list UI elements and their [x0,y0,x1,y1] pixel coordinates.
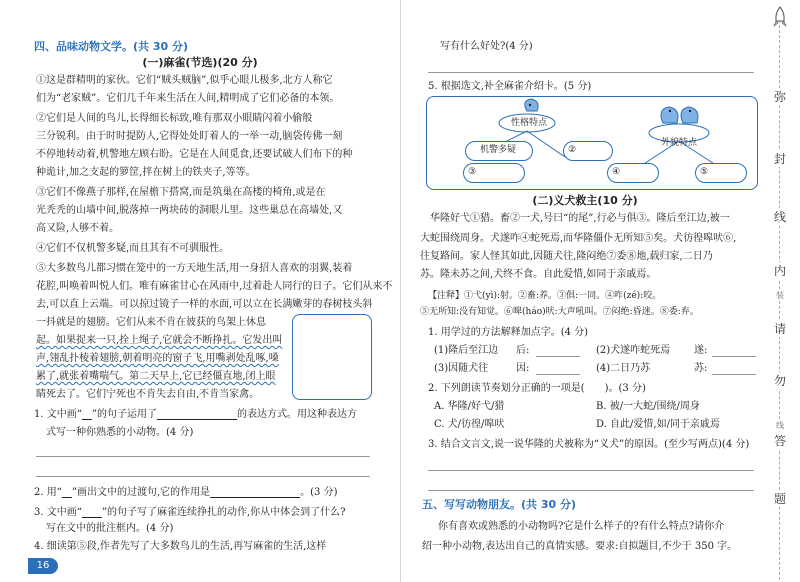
section5-line: 绍一种小动物,表达出自己的真情实感。要求:自拟题目,不少于 350 字。 [422,541,738,552]
answer-blank[interactable] [712,356,756,357]
q4-line: 4. 细读第⑤段,作者先写了大多数鸟儿的生活,再写麻雀的生活,这样 [34,541,327,552]
q1-item: (2)犬遂咋蛇死焉 [596,345,671,356]
q1-item: (1)隆后至江边 [434,345,499,356]
section5-title: 五、写写动物朋友。(共 30 分) [422,498,577,511]
q2-line [34,486,337,499]
answer-pill-3[interactable] [463,163,525,183]
side-char: 题 [770,490,790,507]
r-q1: 1. 用学过的方法解释加点字。(4 分) [428,327,589,338]
para-line: ②它们是人间的鸟儿,长得细长标致,唯有那双小眼睛闪着小偷般 [36,113,313,124]
para-line: ①这是群精明的家伙。它们“贼头贼脑”,似乎心眼儿极多,北方人称它 [36,75,333,86]
side-char: 封 [770,150,790,167]
answer-line[interactable] [428,490,754,491]
para-line: ③它们不像燕子那样,在屋檐下搭窝,而是筑巢在高楼的椅角,或是在 [36,187,326,198]
para-line: 声,翎乱扑棱着翅膀,朝着明亮的窗子飞,用嘴剥处乱啄,嗓 [36,353,279,364]
q1-answer-blank[interactable] [157,409,237,420]
side-char: 请 [770,320,790,337]
para-line: 累了,就张着嘴喘气。第二天早上,它已经僵直地,闭上眼 [36,371,276,382]
trait-text: 机警多疑 [480,145,517,155]
answer-pill-5[interactable] [695,163,747,183]
q1-item-key: 因: [516,363,530,374]
note-line: ⑤无所知:没有知觉。⑥嗥(háo)吠:大声吼叫。⑦闷绝:昏迷。⑧委:弃。 [420,307,699,317]
para-line: 不停地转动着,机警地左顾右盼。它是在人间觅食,还要试破人们布下的种 [36,149,353,160]
q1-item: (3)因随犬往 [434,363,489,374]
side-mark: 装 [770,290,790,301]
para-line: 高又险,人够不着。 [36,223,120,234]
side-char: 勿 [770,372,790,389]
answer-blank[interactable] [536,374,580,375]
option-b[interactable]: B. 被/一大蛇/围绕/周身 [596,401,700,412]
annotation-box[interactable] [292,314,372,400]
side-char: 内 [770,262,790,279]
q1-item: (4)二日乃苏 [596,363,651,374]
q2-prefix: 2. 用“ [34,487,62,498]
marker-3: ③ [468,167,477,177]
para-line: 花腔,叫唤着叫悦人们。唯有麻雀甘心在风雨中,过着赴人同行的日子。它们从来不 [36,281,393,292]
note-line: 【注释】①弋(yì):射。②畜:养。③俱:一同。④咋(zé):咬。 [428,291,662,301]
para-line: ④它们不仅机警多疑,而且其有不可驯服性。 [36,243,230,254]
para-line: 去,可以直上云端。可以掠过镜子一样的水面,可以立在长满嫩芽的春树枝头斜 [36,299,373,310]
appearance-label: 外貌特点 [661,138,698,148]
option-c[interactable]: C. 犬/彷徨/嗥吠 [434,419,505,430]
trait-label: 性格特点 [511,118,548,128]
q5-prompt: 5. 根据选文,补全麻雀介绍卡。(5 分) [428,81,592,92]
section4-title: 四、品味动物文学。(共 30 分) [34,40,189,53]
marker-5: ⑤ [700,167,709,177]
r-q2: 2. 下列朗读节奏划分正确的一项是( )。(3 分) [428,383,646,394]
para-line: 种诡计,加之支起的箩筐,拌在树上的铁夹子,等等。 [36,167,256,178]
para-line: 们为“老家贼”。它们几千年来生活在人间,精明成了它们必备的本领。 [36,93,340,104]
q2-blank[interactable] [62,487,72,498]
trait-pill [465,141,533,161]
side-char: 线 [770,208,790,225]
option-d[interactable]: D. 自此/爱惜,如/同于亲戚焉 [596,419,720,430]
answer-line[interactable] [428,72,754,73]
left-bird-icon [525,99,538,111]
para-line: 睛死去了。它们宁死也不肯失去自由,不肯当家禽。 [36,389,260,400]
q2-answer-blank[interactable] [210,487,300,498]
para-line: 起。如果捉来一只,拴上绳子,它就会不断挣扎。它发出叫 [36,335,283,346]
section5-line: 你有喜欢或熟悉的小动物吗?它是什么样子的?有什么特点?请你介 [438,521,725,532]
q3-mid: ”的句子写了麻雀连续挣扎的动作,你从中体会到了什么? [101,507,346,518]
q3-line2: 写在文中的批注框内。(4 分) [46,523,174,534]
marker-4: ④ [612,167,621,177]
right-page [400,0,800,582]
q1-item-key: 后: [516,345,530,356]
side-mark: 线 [770,420,790,431]
q1-item-key: 遂: [694,345,708,356]
q3-prefix: 3. 文中画“ [34,507,82,518]
answer-blank[interactable] [712,374,756,375]
r-q3: 3. 结合文言文,说一说华隆的犬被称为“义犬”的原因。(至少写两点)(4 分) [428,439,750,450]
passage2-line: 华隆好弋①猎。畜②一犬,号曰“的尾”,行必与俱③。隆后至江边,被一 [430,213,730,224]
q4-continued: 写有什么好处?(4 分) [440,41,533,52]
q2-mid: ”画出文中的过渡句,它的作用是 [71,487,211,498]
marker-2: ② [568,145,577,155]
q1-mid: ”的句子运用了 [91,409,157,420]
answer-pill-4[interactable] [607,163,659,183]
passage2-line: 苏。隆未苏之间,犬终不食。自此爱惜,如同于亲戚焉。 [420,269,657,280]
q1-line2: 式写一种你熟悉的小动物。(4 分) [46,427,194,438]
side-char: 弥 [770,88,790,105]
para-line: 一抖就是的翅膀。它们从来不肯在彼获的鸟架上休息 [36,317,266,328]
rocket-icon [772,6,788,28]
sparrow-card [426,96,758,190]
q1-suffix: 的表达方式。用这种表达方 [236,409,357,420]
para-line: 三分锐利。由于时时提防人,它得处处盯着人的一举一动,脑袋传佛一刻 [36,131,343,142]
answer-blank[interactable] [536,356,580,357]
option-a[interactable]: A. 华隆/好弋/猎 [434,401,505,412]
passage2-line: 往复路间。家人怪其如此,因随犬往,隆闷绝⑦委⑧地,载归家,二日乃 [420,251,713,262]
side-char: 答 [770,432,790,449]
q3-blank[interactable] [82,507,102,518]
passage1-title: (一)麻雀(节选)(20 分) [142,56,258,69]
q3-line [34,506,346,519]
q2-suffix: 。(3 分) [300,487,338,498]
answer-line[interactable] [36,476,370,477]
page-number: 16 [28,558,58,574]
answer-line[interactable] [428,470,754,471]
para-line: 光秃秃的山墙中间,脱落掉一两块砖的洞眼儿里。这些巢总在高墙处,又 [36,205,343,216]
passage2-title: (二)义犬救主(10 分) [532,194,638,207]
q1-line [34,408,357,421]
q1-prefix: 1. 文中画“ [34,409,82,420]
q1-item-key: 苏: [694,363,708,374]
q1-blank[interactable] [82,409,92,420]
answer-line[interactable] [36,456,370,457]
para-line: ⑤大多数鸟儿都习惯在笼中的一方天地生活,用一身招人喜欢的羽翼,装着 [36,263,353,274]
binding-strip [760,0,800,582]
passage2-line: 大蛇围绕周身。犬遂咋④蛇死焉,而华隆僵仆无所知⑤矣。犬彷徨嗥吠⑥, [420,233,737,244]
answer-pill-2[interactable] [563,141,613,161]
